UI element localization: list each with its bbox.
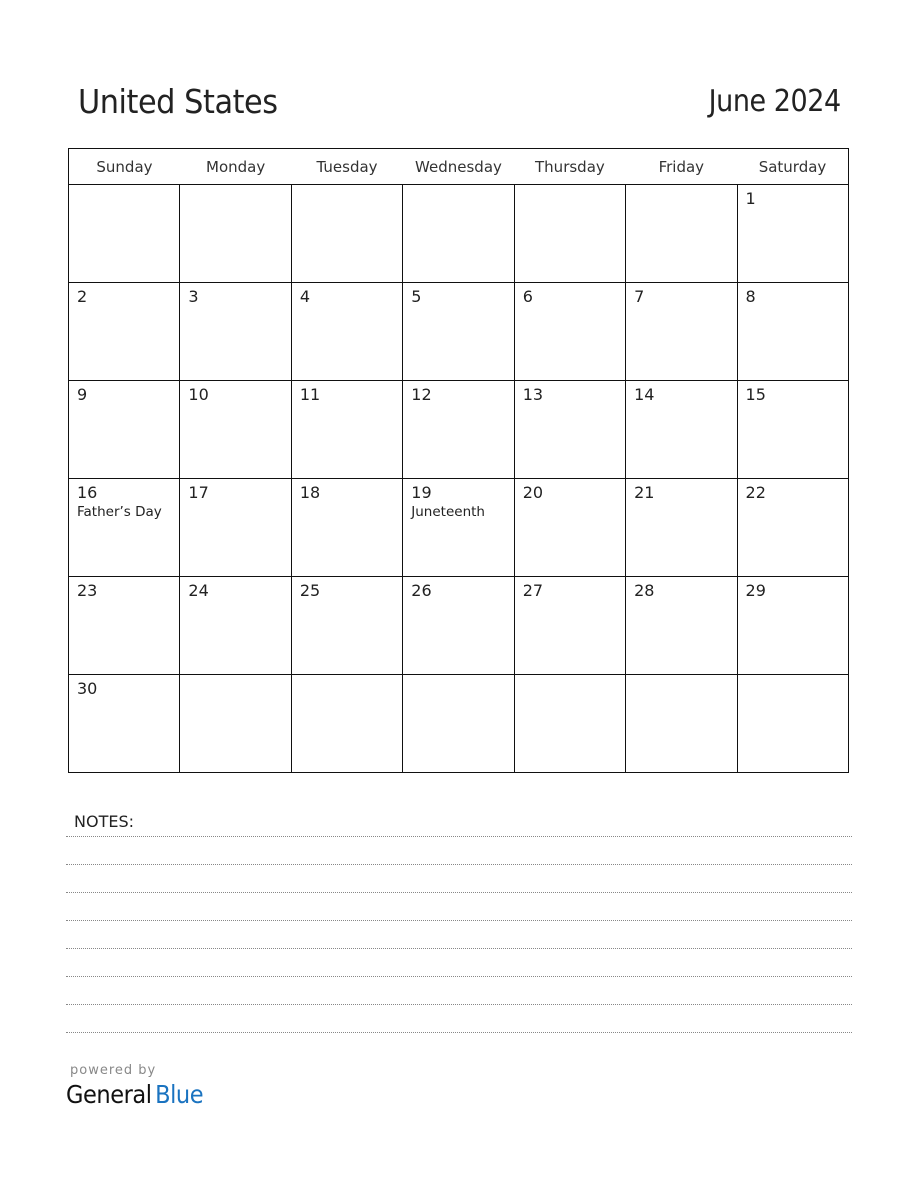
week-row (69, 675, 849, 773)
brand-blue: Blue (155, 1080, 204, 1109)
day-number: 21 (634, 483, 655, 502)
generalblue-logo (66, 1080, 203, 1109)
note-line[interactable] (66, 976, 852, 977)
day-number: 9 (77, 385, 88, 404)
day-cell[interactable] (514, 479, 625, 577)
day-cell[interactable] (737, 479, 848, 577)
notes-label: NOTES: (74, 812, 134, 831)
week-row (69, 479, 849, 577)
day-cell[interactable] (291, 675, 402, 773)
day-number: 23 (77, 581, 98, 600)
weekday-header: Tuesday (291, 149, 402, 185)
day-cell[interactable] (69, 283, 180, 381)
day-number: 18 (299, 483, 321, 502)
day-cell[interactable] (69, 185, 180, 283)
day-cell[interactable] (403, 577, 514, 675)
holiday-label: Father’s Day (77, 504, 162, 520)
week-row (69, 283, 849, 381)
day-cell[interactable] (291, 381, 402, 479)
weekday-header: Sunday (69, 149, 180, 185)
day-cell[interactable] (403, 675, 514, 773)
day-cell[interactable] (737, 577, 848, 675)
day-cell[interactable] (626, 185, 737, 283)
day-number: 15 (745, 385, 766, 404)
day-number: 13 (522, 385, 544, 404)
calendar-grid (68, 148, 849, 773)
note-line[interactable] (66, 948, 852, 949)
day-number: 10 (188, 385, 209, 404)
day-cell[interactable] (626, 479, 737, 577)
day-cell[interactable] (291, 283, 402, 381)
day-cell[interactable] (180, 675, 291, 773)
weekday-header: Saturday (737, 149, 848, 185)
day-cell[interactable] (291, 479, 402, 577)
note-line[interactable] (66, 920, 852, 921)
day-cell[interactable] (626, 577, 737, 675)
day-number: 4 (299, 287, 311, 306)
month-year-title: June 2024 (708, 84, 841, 119)
day-number: 20 (522, 483, 544, 502)
day-cell[interactable] (737, 675, 848, 773)
day-number: 27 (522, 581, 544, 600)
day-number: 7 (634, 287, 645, 306)
day-cell[interactable] (626, 675, 737, 773)
day-cell[interactable] (514, 283, 625, 381)
day-number: 1 (745, 189, 756, 208)
note-line[interactable] (66, 892, 852, 893)
day-number: 11 (299, 385, 321, 404)
day-number: 16 (77, 483, 98, 502)
day-cell[interactable] (626, 381, 737, 479)
day-cell[interactable] (514, 675, 625, 773)
day-cell[interactable] (291, 185, 402, 283)
day-number: 28 (634, 581, 655, 600)
day-number: 19 (411, 483, 432, 502)
day-cell[interactable] (69, 675, 180, 773)
day-number: 30 (77, 679, 98, 698)
day-cell[interactable] (180, 479, 291, 577)
day-cell[interactable] (180, 577, 291, 675)
day-cell[interactable] (514, 381, 625, 479)
day-cell[interactable] (69, 577, 180, 675)
weekday-header-row (69, 149, 849, 185)
day-number: 5 (411, 287, 422, 306)
week-row (69, 577, 849, 675)
day-cell[interactable] (69, 381, 180, 479)
day-cell[interactable] (180, 185, 291, 283)
week-row (69, 185, 849, 283)
day-cell[interactable] (180, 381, 291, 479)
day-number: 2 (77, 287, 88, 306)
day-number: 12 (411, 385, 432, 404)
day-cell[interactable] (403, 479, 514, 577)
day-number: 3 (188, 287, 199, 306)
day-cell[interactable] (737, 283, 848, 381)
day-number: 14 (634, 385, 655, 404)
day-number: 24 (188, 581, 209, 600)
day-cell[interactable] (403, 185, 514, 283)
day-cell[interactable] (737, 381, 848, 479)
day-cell[interactable] (403, 381, 514, 479)
day-number: 22 (745, 483, 766, 502)
country-title: United States (78, 82, 278, 121)
weekday-header: Friday (626, 149, 737, 185)
day-cell[interactable] (514, 577, 625, 675)
note-line[interactable] (66, 1032, 852, 1033)
week-row (69, 381, 849, 479)
day-cell[interactable] (69, 479, 180, 577)
note-line[interactable] (66, 1004, 852, 1005)
powered-by-text: powered by (70, 1063, 157, 1078)
note-line[interactable] (66, 836, 852, 837)
day-cell[interactable] (180, 283, 291, 381)
brand-general: General (66, 1080, 152, 1109)
day-number: 25 (299, 581, 321, 600)
weekday-header: Thursday (514, 149, 625, 185)
holiday-label: Juneteenth (411, 504, 485, 520)
note-line[interactable] (66, 864, 852, 865)
day-cell[interactable] (403, 283, 514, 381)
day-cell[interactable] (626, 283, 737, 381)
day-number: 26 (411, 581, 432, 600)
day-cell[interactable] (514, 185, 625, 283)
day-number: 6 (522, 287, 533, 306)
weekday-header: Wednesday (403, 149, 514, 185)
day-number: 8 (745, 287, 756, 306)
day-cell[interactable] (737, 185, 848, 283)
weekday-header: Monday (180, 149, 291, 185)
day-cell[interactable] (291, 577, 402, 675)
day-number: 29 (745, 581, 766, 600)
day-number: 17 (188, 483, 209, 502)
